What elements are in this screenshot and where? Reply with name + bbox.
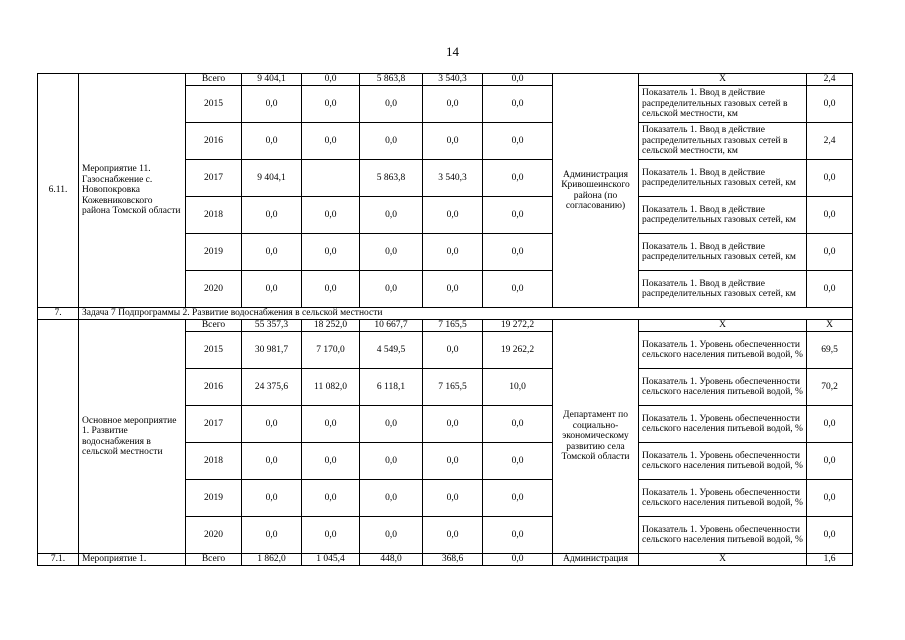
row-number: 7.1. (38, 554, 79, 566)
indicator-cell: Показатель 1. Ввод в действие распределительных газовых сетей, км (639, 271, 807, 308)
year-cell: 2020 (186, 271, 242, 308)
extrabudget-cell: 0,0 (483, 74, 553, 86)
regional-cell: 0,0 (360, 406, 423, 443)
measure-name: Мероприятие 11. Газоснабжение с. Новопокровка Кожевниковского района Томской области (79, 74, 186, 308)
local-cell: 0,0 (423, 517, 483, 554)
indicator-value: 69,5 (807, 332, 853, 369)
local-cell: 0,0 (423, 480, 483, 517)
total-cell: 0,0 (242, 271, 302, 308)
federal-cell (302, 160, 360, 197)
executor-cell: Администрация Кривошеинского района (по согласованию) (553, 74, 639, 308)
year-cell: 2016 (186, 123, 242, 160)
regional-cell: 0,0 (360, 480, 423, 517)
indicator-cell: Х (639, 554, 807, 566)
indicator-cell: Показатель 1. Уровень обеспеченности сельского населения питьевой водой, % (639, 480, 807, 517)
regional-cell: 0,0 (360, 123, 423, 160)
extrabudget-cell: 19 272,2 (483, 320, 553, 332)
total-cell: 0,0 (242, 406, 302, 443)
total-cell: 0,0 (242, 123, 302, 160)
extrabudget-cell: 19 262,2 (483, 332, 553, 369)
extrabudget-cell: 0,0 (483, 480, 553, 517)
total-cell: 0,0 (242, 86, 302, 123)
regional-cell: 6 118,1 (360, 369, 423, 406)
year-cell: 2019 (186, 480, 242, 517)
local-cell: 7 165,5 (423, 369, 483, 406)
local-cell: 0,0 (423, 443, 483, 480)
indicator-cell: Показатель 1. Уровень обеспеченности сельского населения питьевой водой, % (639, 406, 807, 443)
indicator-cell: Показатель 1. Ввод в действие распределительных газовых сетей в сельской местности, км (639, 123, 807, 160)
extrabudget-cell: 0,0 (483, 406, 553, 443)
federal-cell: 0,0 (302, 480, 360, 517)
indicator-value: 1,6 (807, 554, 853, 566)
indicator-value: 2,4 (807, 123, 853, 160)
program-table (37, 73, 853, 566)
local-cell: 0,0 (423, 123, 483, 160)
federal-cell: 0,0 (302, 197, 360, 234)
local-cell: 3 540,3 (423, 160, 483, 197)
indicator-cell: Показатель 1. Ввод в действие распределительных газовых сетей, км (639, 197, 807, 234)
table-row (38, 554, 853, 566)
table-row (38, 320, 853, 332)
year-cell: 2020 (186, 517, 242, 554)
executor-cell: Администрация (553, 554, 639, 566)
federal-cell: 11 082,0 (302, 369, 360, 406)
year-cell: 2016 (186, 369, 242, 406)
indicator-cell: Показатель 1. Уровень обеспеченности сельского населения питьевой водой, % (639, 369, 807, 406)
federal-cell: 1 045,4 (302, 554, 360, 566)
indicator-value: 0,0 (807, 86, 853, 123)
regional-cell: 4 549,5 (360, 332, 423, 369)
indicator-value: 0,0 (807, 160, 853, 197)
extrabudget-cell: 0,0 (483, 197, 553, 234)
measure-name: Основное мероприятие 1. Развитие водоснабжения в сельской местности (79, 320, 186, 554)
regional-cell: 0,0 (360, 234, 423, 271)
federal-cell: 0,0 (302, 406, 360, 443)
total-cell: 1 862,0 (242, 554, 302, 566)
federal-cell: 18 252,0 (302, 320, 360, 332)
indicator-cell: Х (639, 320, 807, 332)
year-cell: 2018 (186, 443, 242, 480)
indicator-value: 0,0 (807, 234, 853, 271)
total-cell: 9 404,1 (242, 74, 302, 86)
regional-cell: 0,0 (360, 517, 423, 554)
indicator-value: 0,0 (807, 443, 853, 480)
local-cell: 0,0 (423, 197, 483, 234)
extrabudget-cell: 0,0 (483, 517, 553, 554)
local-cell: 0,0 (423, 234, 483, 271)
local-cell: 0,0 (423, 271, 483, 308)
regional-cell: 0,0 (360, 443, 423, 480)
total-cell: 30 981,7 (242, 332, 302, 369)
total-cell: 0,0 (242, 443, 302, 480)
year-cell: Всего (186, 320, 242, 332)
total-cell: 0,0 (242, 234, 302, 271)
total-cell: 0,0 (242, 197, 302, 234)
local-cell: 0,0 (423, 406, 483, 443)
indicator-cell: Показатель 1. Уровень обеспеченности сельского населения питьевой водой, % (639, 443, 807, 480)
indicator-value: 0,0 (807, 406, 853, 443)
year-cell: 2018 (186, 197, 242, 234)
indicator-value: 0,0 (807, 271, 853, 308)
extrabudget-cell: 0,0 (483, 554, 553, 566)
row-number (38, 320, 79, 554)
extrabudget-cell: 0,0 (483, 234, 553, 271)
regional-cell: 0,0 (360, 86, 423, 123)
year-cell: Всего (186, 554, 242, 566)
total-cell: 0,0 (242, 480, 302, 517)
total-cell: 24 375,6 (242, 369, 302, 406)
year-cell: 2017 (186, 406, 242, 443)
federal-cell: 7 170,0 (302, 332, 360, 369)
regional-cell: 0,0 (360, 271, 423, 308)
table-row (38, 74, 853, 86)
row-number: 7. (38, 308, 79, 320)
total-cell: 55 357,3 (242, 320, 302, 332)
regional-cell: 5 863,8 (360, 74, 423, 86)
extrabudget-cell: 0,0 (483, 443, 553, 480)
indicator-cell: Показатель 1. Ввод в действие распределительных газовых сетей в сельской местности, км (639, 86, 807, 123)
year-cell: 2015 (186, 86, 242, 123)
extrabudget-cell: 0,0 (483, 123, 553, 160)
federal-cell: 0,0 (302, 271, 360, 308)
federal-cell: 0,0 (302, 517, 360, 554)
total-cell: 9 404,1 (242, 160, 302, 197)
year-cell: Всего (186, 74, 242, 86)
regional-cell: 0,0 (360, 197, 423, 234)
extrabudget-cell: 10,0 (483, 369, 553, 406)
indicator-value: 2,4 (807, 74, 853, 86)
page-number: 14 (446, 44, 459, 59)
indicator-value: 70,2 (807, 369, 853, 406)
federal-cell: 0,0 (302, 86, 360, 123)
federal-cell: 0,0 (302, 443, 360, 480)
task-row (38, 308, 853, 320)
indicator-cell: Показатель 1. Ввод в действие распределительных газовых сетей, км (639, 234, 807, 271)
local-cell: 0,0 (423, 86, 483, 123)
indicator-value: 0,0 (807, 517, 853, 554)
executor-cell: Департамент по социально-экономическому развитию села Томской области (553, 320, 639, 554)
measure-name: Мероприятие 1. (79, 554, 186, 566)
local-cell: 0,0 (423, 332, 483, 369)
federal-cell: 0,0 (302, 123, 360, 160)
extrabudget-cell: 0,0 (483, 86, 553, 123)
year-cell: 2019 (186, 234, 242, 271)
regional-cell: 5 863,8 (360, 160, 423, 197)
indicator-cell: Х (639, 74, 807, 86)
row-number: 6.11. (38, 74, 79, 308)
task-title: Задача 7 Подпрограммы 2. Развитие водоснабжения в сельской местности (79, 308, 853, 320)
regional-cell: 448,0 (360, 554, 423, 566)
indicator-cell: Показатель 1. Уровень обеспеченности сельского населения питьевой водой, % (639, 517, 807, 554)
year-cell: 2015 (186, 332, 242, 369)
indicator-cell: Показатель 1. Уровень обеспеченности сельского населения питьевой водой, % (639, 332, 807, 369)
local-cell: 368,6 (423, 554, 483, 566)
extrabudget-cell: 0,0 (483, 160, 553, 197)
indicator-value: 0,0 (807, 197, 853, 234)
federal-cell: 0,0 (302, 234, 360, 271)
indicator-value: Х (807, 320, 853, 332)
total-cell: 0,0 (242, 517, 302, 554)
indicator-cell: Показатель 1. Ввод в действие распределительных газовых сетей, км (639, 160, 807, 197)
extrabudget-cell: 0,0 (483, 271, 553, 308)
year-cell: 2017 (186, 160, 242, 197)
local-cell: 3 540,3 (423, 74, 483, 86)
federal-cell: 0,0 (302, 74, 360, 86)
local-cell: 7 165,5 (423, 320, 483, 332)
regional-cell: 10 667,7 (360, 320, 423, 332)
indicator-value: 0,0 (807, 480, 853, 517)
